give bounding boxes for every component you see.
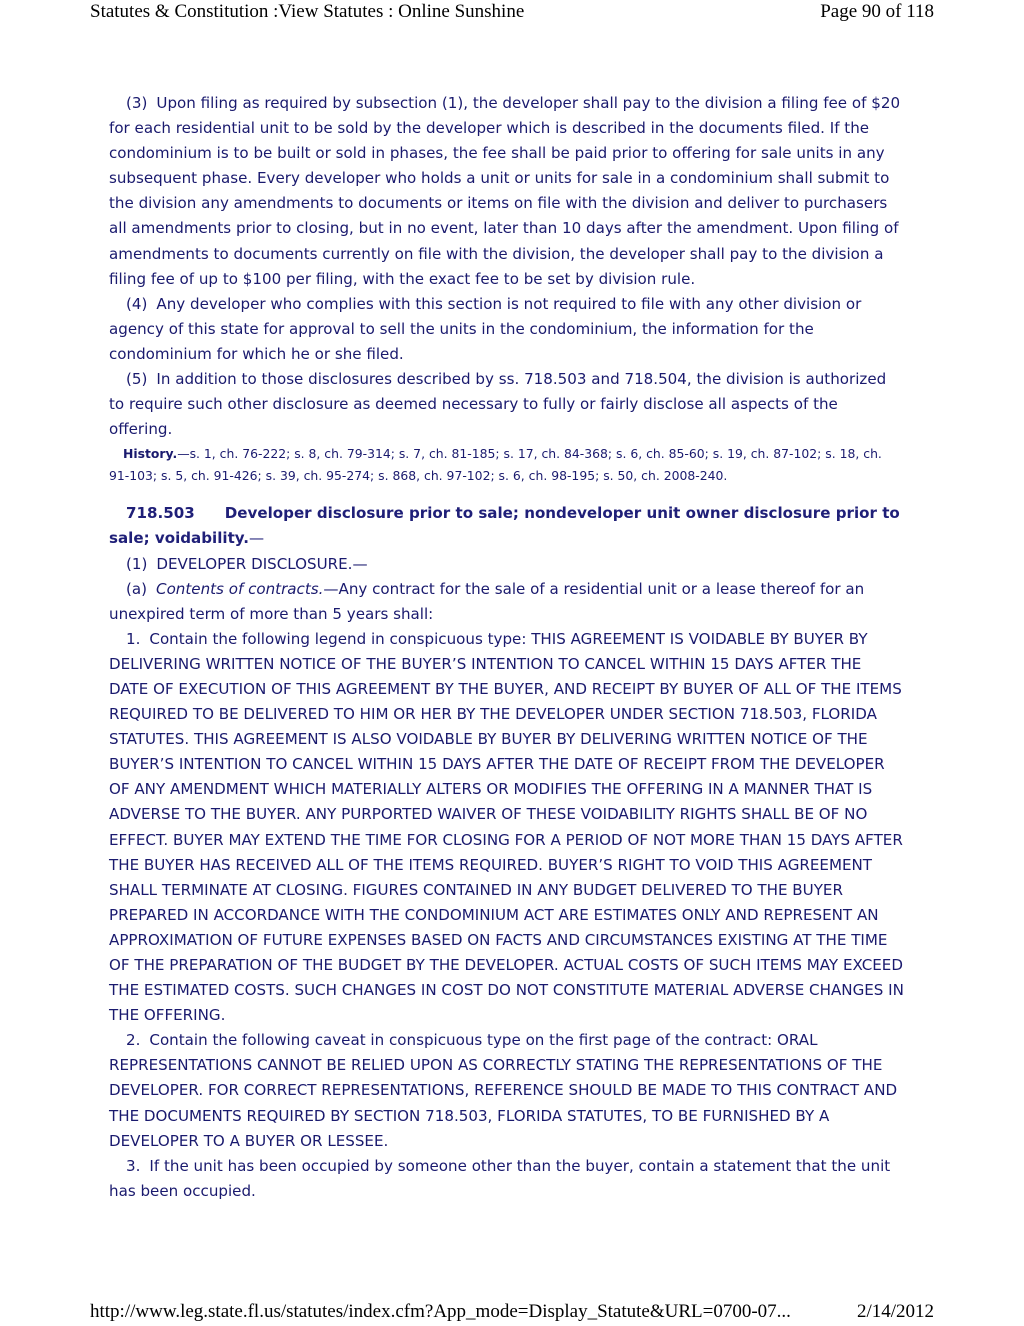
section-heading xyxy=(109,501,904,551)
item-text: If the unit has been occupied by someone other than the buyer, contain a statement that the unit has been occupied. xyxy=(109,1156,891,1200)
page-url: http://www.leg.state.fl.us/statutes/index.cfm?App_mode=Display_Statute&URL=0700-07... xyxy=(90,1301,791,1322)
subsection-text: In addition to those disclosures described by ss. 718.503 and 718.504, the division is authorized to require such other disclosure as deemed necessary to fully or fairly disclose all aspects of the offering. xyxy=(109,370,887,439)
statute-text xyxy=(109,91,904,1204)
subsection-5 xyxy=(109,367,904,442)
page-title: Statutes & Constitution :View Statutes : Online Sunshine xyxy=(90,1,525,22)
item-number: 3. xyxy=(126,1156,141,1175)
subsection-number: (5) xyxy=(126,370,148,389)
subsection-text: Any developer who complies with this section is not required to file with any other division or agency of this state for approval to sell the units in the condominium, the information for the condominium for which he or she filed. xyxy=(109,294,862,363)
subsection-4 xyxy=(109,292,904,367)
paragraph-text: —Any contract for the sale of a residential unit or a lease thereof for an unexpired term of more than 5 years shall: xyxy=(109,579,865,623)
subsection-number: (4) xyxy=(126,294,148,313)
item-text: Contain the following legend in conspicuous type: THIS AGREEMENT IS VOIDABLE BY BUYER BY DELIVERING WRITTEN NOTICE OF THE BUYER’S INTENTION TO CANCEL WITHIN 15 DAYS AFTER THE DATE OF EXECUTION OF THIS AGREEMENT BY THE BUYER, AND RECEIPT BY BUYER OF ALL OF THE ITEMS REQUIRED TO BE DELIVERED TO HIM OR HER BY THE DEVELOPER UNDER SECTION 718.503, FLORIDA STATUTES. THIS AGREEMENT IS ALSO VOIDABLE BY BUYER BY DELIVERING WRITTEN NOTICE OF THE BUYER’S INTENTION TO CANCEL WITHIN 15 DAYS AFTER THE DATE OF RECEIPT FROM THE DEVELOPER OF ANY AMENDMENT WHICH MATERIALLY ALTERS OR MODIFIES THE OFFERING IN A MANNER THAT IS ADVERSE TO THE BUYER. ANY PURPORTED WAIVER OF THESE VOIDABILITY RIGHTS SHALL BE OF NO EFFECT. BUYER MAY EXTEND THE TIME FOR CLOSING FOR A PERIOD OF NOT MORE THAN 15 DAYS AFTER THE BUYER HAS RECEIVED ALL OF THE ITEMS REQUIRED. BUYER’S RIGHT TO VOID THIS AGREEMENT SHALL TERMINATE AT CLOSING. FIGURES CONTAINED IN ANY BUDGET DELIVERED TO THE BUYER PREPARED IN ACCORDANCE WITH THE CONDOMINIUM ACT ARE ESTIMATES ONLY AND REPRESENT AN APPROXIMATION OF FUTURE EXPENSES BASED ON FACTS AND CIRCUMSTANCES EXISTING AT THE TIME OF THE PREPARATION OF THE BUDGET BY THE DEVELOPER. ACTUAL COSTS OF SUCH ITEMS MAY EXCEED THE ESTIMATED COSTS. SUCH CHANGES IN COST DO NOT CONSTITUTE MATERIAL ADVERSE CHANGES IN THE OFFERING. xyxy=(109,629,904,1025)
paragraph-a xyxy=(109,577,904,627)
item-2 xyxy=(109,1028,904,1153)
subsection-text: DEVELOPER DISCLOSURE.— xyxy=(156,554,368,573)
subsection-3 xyxy=(109,91,904,292)
item-3 xyxy=(109,1154,904,1204)
print-date: 2/14/2012 xyxy=(856,1301,934,1322)
section-title: Developer disclosure prior to sale; nondeveloper unit owner disclosure prior to sale; voidability. xyxy=(109,504,900,548)
print-footer xyxy=(0,1300,1024,1326)
print-header xyxy=(0,0,1024,26)
subsection-number: (1) xyxy=(126,554,148,573)
item-text: Contain the following caveat in conspicuous type on the first page of the contract: ORAL REPRESENTATIONS CANNOT BE RELIED UPON AS CORRECTLY STATING THE REPRESENTATIONS OF THE DEVELOPER. FOR CORRECT REPRESENTATIONS, REFERENCE SHOULD BE MADE TO THIS CONTRACT AND THE DOCUMENTS REQUIRED BY SECTION 718.503, FLORIDA STATUTES, TO BE FURNISHED BY A DEVELOPER TO A BUYER OR LESSEE. xyxy=(109,1031,898,1150)
subsection-number: (3) xyxy=(126,94,148,112)
history-note xyxy=(109,443,904,486)
item-number: 1. xyxy=(126,629,141,648)
item-number: 2. xyxy=(126,1031,141,1050)
history-label: History. xyxy=(123,446,178,462)
paragraph-catchline: Contents of contracts. xyxy=(156,579,324,598)
subsection-text: Upon filing as required by subsection (1), the developer shall pay to the division a filing fee of $20 for each residential unit to be sold by the developer which is described in the documents filed. If the condominium is to be built or sold in phases, the fee shall be paid prior to offering for sale units in any subsequent phase. Every developer who holds a unit or units for sale in a condominium shall submit to the division any amendments to documents or items on file with the division and deliver to purchasers all amendments prior to closing, but in no event, later than 10 days after the amendment. Upon filing of amendments to documents currently on file with the division, the developer shall pay to the division a filing fee of up to $100 per filing, with the exact fee to be set by division rule. xyxy=(109,94,901,288)
history-text: —s. 1, ch. 76-222; s. 8, ch. 79-314; s. 7, ch. 81-185; s. 17, ch. 84-368; s. 6, ch. 85-60; s. 19, ch. 87-102; s. 18, ch. 91-103; s. 5, ch. 91-426; s. 39, ch. 95-274; s. 868, ch. 97-102; s. 6, ch. 98-195; s. 50, ch. 2008-240. xyxy=(109,446,882,483)
item-1 xyxy=(109,627,904,1029)
section-dash: — xyxy=(248,529,265,548)
section-number: 718.503 xyxy=(126,504,195,523)
page-number: Page 90 of 118 xyxy=(820,1,934,22)
paragraph-letter: (a) xyxy=(126,579,148,598)
subsection-1 xyxy=(109,552,904,577)
